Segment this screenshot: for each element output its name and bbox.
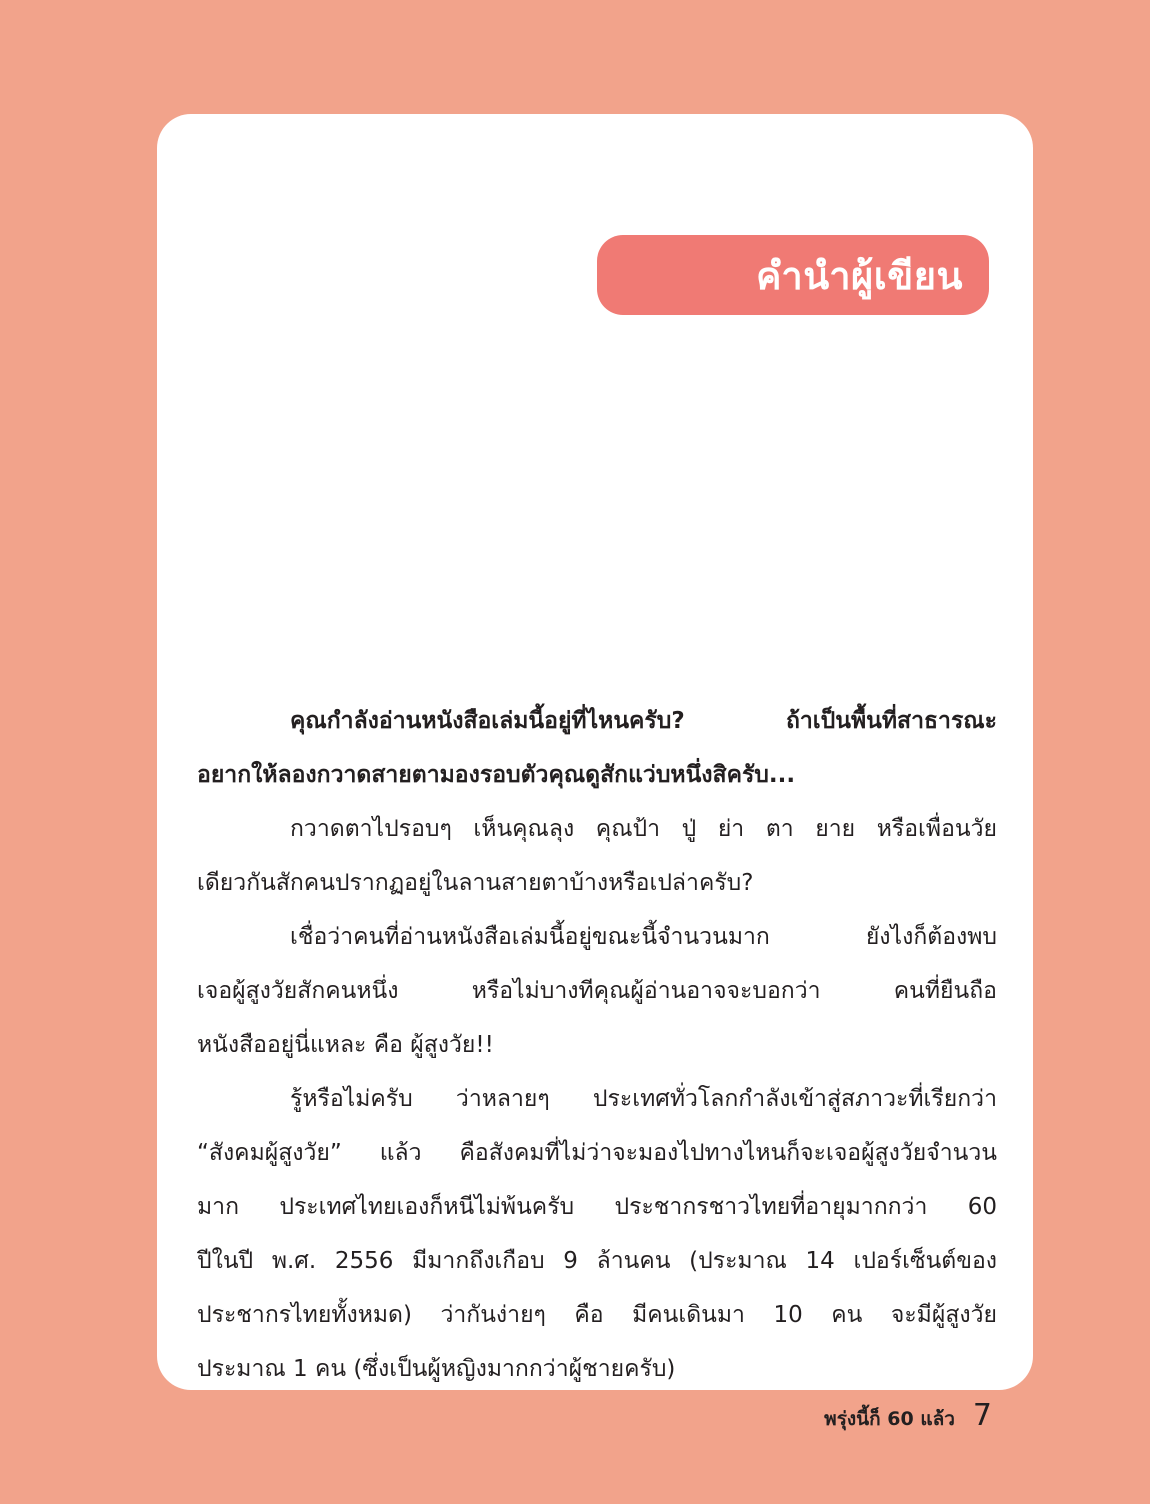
body-text: [197, 694, 997, 1396]
page-footer: [824, 1398, 992, 1438]
body-line: “สังคมผู้สูงวัย” แล้ว คือสังคมที่ไม่ว่าจะมองไปทางไหนก็จะเจอผู้สูงวัยจำนวน: [197, 1140, 997, 1166]
chapter-title: คำนำผู้เขียน: [755, 253, 963, 298]
body-line: กวาดตาไปรอบๆ เห็นคุณลุง คุณป้า ปู่ ย่า ตา ยาย หรือเพื่อนวัย: [290, 816, 997, 842]
body-line: คุณกำลังอ่านหนังสือเล่มนี้อยู่ที่ไหนครับ? ถ้าเป็นพื้นที่สาธารณะ: [290, 708, 997, 734]
body-line: เชื่อว่าคนที่อ่านหนังสือเล่มนี้อยู่ขณะนี้จำนวนมาก ยังไงก็ต้องพบ: [290, 924, 997, 950]
body-line: รู้หรือไม่ครับ ว่าหลายๆ ประเทศทั่วโลกกำลังเข้าสู่สภาวะที่เรียกว่า: [290, 1086, 997, 1112]
body-line: ปีในปี พ.ศ. 2556 มีมากถึงเกือบ 9 ล้านคน (ประมาณ 14 เปอร์เซ็นต์ของ: [197, 1248, 997, 1274]
body-line: ประมาณ 1 คน (ซึ่งเป็นผู้หญิงมากกว่าผู้ชายครับ): [197, 1356, 676, 1382]
body-line: อยากให้ลองกวาดสายตามองรอบตัวคุณดูสักแว่บหนึ่งสิครับ...: [197, 762, 796, 788]
body-line: ประชากรไทยทั้งหมด) ว่ากันง่ายๆ คือ มีคนเดินมา 10 คน จะมีผู้สูงวัย: [197, 1302, 997, 1328]
body-line: เจอผู้สูงวัยสักคนหนึ่ง หรือไม่บางทีคุณผู้อ่านอาจจะบอกว่า คนที่ยืนถือ: [197, 978, 997, 1004]
page-card: [157, 114, 1033, 1390]
chapter-title-banner: [597, 235, 989, 315]
body-line: มาก ประเทศไทยเองก็หนีไม่พ้นครับ ประชากรชาวไทยที่อายุมากกว่า 60: [197, 1194, 997, 1220]
page-number: 7: [972, 1398, 992, 1433]
footer-book-title: พรุ่งนี้ก็ 60 แล้ว: [824, 1408, 955, 1430]
body-line: เดียวกันสักคนปรากฏอยู่ในลานสายตาบ้างหรือเปล่าครับ?: [197, 870, 754, 896]
body-line: หนังสืออยู่นี่แหละ คือ ผู้สูงวัย!!: [197, 1032, 494, 1058]
